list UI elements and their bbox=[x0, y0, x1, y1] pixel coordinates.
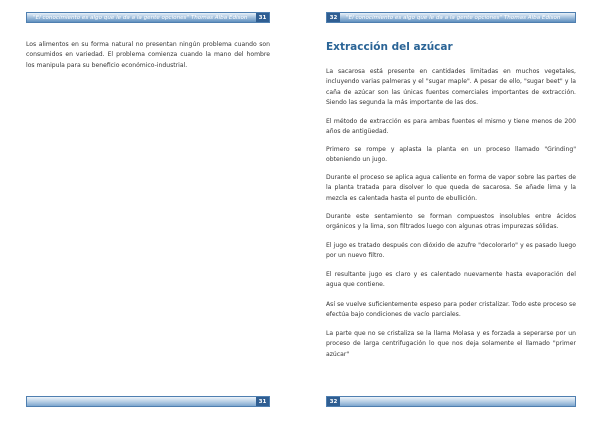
left-header-quote: "El conocimiento es algo que le da a la gente opciones" Thomas Alba Edison bbox=[33, 14, 248, 21]
right-header-band bbox=[340, 13, 575, 22]
right-paragraph-7: El resultante jugo es claro y es calentado nuevamente hasta evaporación del agua que contiene. bbox=[326, 271, 576, 289]
right-header-quote: "El conocimiento es algo que le da a la gente opciones" Thomas Alba Edison bbox=[346, 14, 561, 21]
right-paragraph-2: El método de extracción es para ambas fuentes el mismo y tiene menos de 200 años de antigüedad. bbox=[326, 118, 576, 136]
right-paragraph-4: Durante el proceso se aplica agua caliente en forma de vapor sobre las partes de la planta tratada para disolver lo que queda de sacarosa. Se añade lima y la mezcla es calentada hasta el punto de ebullición. bbox=[326, 174, 576, 202]
right-paragraph-9: La parte que no se cristaliza se la llama Molasa y es forzada a seperarse por un proceso de larga centrifugación lo que nos deja solamente el llamado "primer azúcar" bbox=[326, 330, 576, 358]
left-footer-band bbox=[27, 397, 256, 406]
left-footer-page-number: 31 bbox=[256, 397, 269, 406]
right-header-page-number: 32 bbox=[327, 13, 340, 22]
left-page-footer bbox=[26, 396, 270, 407]
chapter-title: Extracción del azúcar bbox=[326, 41, 453, 53]
right-page bbox=[300, 0, 600, 424]
right-footer-page-number: 32 bbox=[327, 397, 340, 406]
right-page-footer bbox=[326, 396, 576, 407]
left-paragraph: Los alimentos en su forma natural no presentan ningún problema cuando son consumidos en variedad. El problema comienza cuando la mano del hombre los manipula para su beneficio económico-industrial. bbox=[26, 41, 270, 69]
right-paragraph-8: Así se vuelve suficientemente espeso para poder cristalizar. Todo este proceso se efectúa bajo condiciones de vacío parciales. bbox=[326, 301, 576, 319]
right-footer-band bbox=[340, 397, 575, 406]
right-page-header bbox=[326, 12, 576, 23]
left-header-page-number: 31 bbox=[256, 13, 269, 22]
right-paragraph-6: El jugo es tratado después con dióxido de azufre "decolorarlo" y es pasado luego por un nuevo filtro. bbox=[326, 242, 576, 260]
right-paragraph-3: Primero se rompe y aplasta la planta en un proceso llamado "Grinding" obteniendo un jugo. bbox=[326, 146, 576, 164]
left-page-header bbox=[26, 12, 270, 23]
right-paragraph-5: Durante este sentamiento se forman compuestos insolubles entre ácidos orgánicos y la lima, son filtrados luego con algunas otras impurezas sólidas. bbox=[326, 213, 576, 231]
left-header-band bbox=[27, 13, 256, 22]
right-paragraph-1: La sacarosa está presente en cantidades limitadas en muchos vegetales, incluyendo varias palmeras y el "sugar maple". A pesar de ello, "sugar beet" y la caña de azúcar son las únicas fuentes comerciales importantes de extracción. Siendo las segunda la más importante de las dos. bbox=[326, 68, 576, 107]
